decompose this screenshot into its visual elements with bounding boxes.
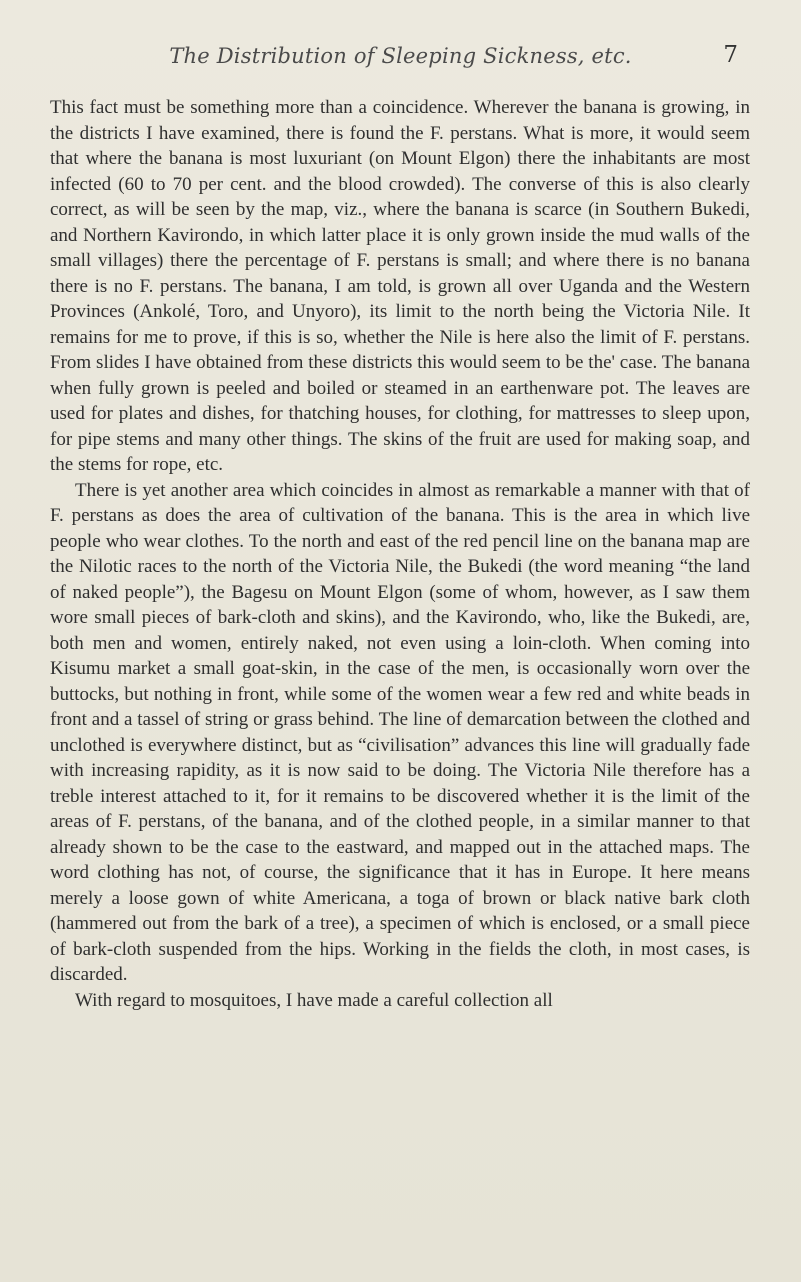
page-number: 7 — [723, 42, 738, 68]
paragraph: This fact must be something more than a coincidence. Wherever the banana is growing, in the districts I have examined, there is found the F. perstans. What is more, it would seem that where the banana is most luxuriant (on Mount Elgon) there the inhabitants are most infected (60 to 70 per cent. and the blood crowded). The converse of this is also clearly correct, as will be seen by the map, viz., where the banana is scarce (in Southern Bukedi, and Northern Kavirondo, in which latter place it is only grown inside the mud walls of the small villages) there the percentage of F. perstans is small; and where there is no banana there is no F. perstans. The banana, I am told, is grown all over Uganda and the Western Provinces (Ankolé, Toro, and Unyoro), its limit to the north being the Victoria Nile. It remains for me to prove, if this is so, whether the Nile is here also the limit of F. perstans. From slides I have obtained from these districts this would seem to be the' case. The banana when fully grown is peeled and boiled or steamed in an earthenware pot. The leaves are used for plates and dishes, for thatching houses, for clothing, for mattresses to sleep upon, for pipe stems and many other things. The skins of the fruit are used for making soap, and the stems for rope, etc. — [50, 97, 750, 475]
body-text — [50, 95, 750, 1013]
running-title: The Distribution of Sleeping Sickness, etc. — [169, 44, 632, 68]
running-head — [0, 44, 801, 74]
paragraph: There is yet another area which coincides in almost as remarkable a manner with that of F. perstans as does the area of cultivation of the banana. This is the area in which live people who wear clothes. To the north and east of the red pencil line on the banana map are the Nilotic races to the north of the Victoria Nile, the Bukedi (the word meaning “the land of naked people”), the Bagesu on Mount Elgon (some of whom, however, as I saw them wore small pieces of bark-cloth and skins), and the Kavirondo, who, like the Bukedi, are, both men and women, entirely naked, not even using a loin-cloth. When coming into Kisumu market a small goat-skin, in the case of the men, is occasionally worn over the buttocks, but nothing in front, while some of the women wear a few red and white beads in front and a tassel of string or grass behind. The line of demarcation between the clothed and unclothed is everywhere distinct, but as “civilisation” advances this line will gradually fade with increasing rapidity, as it is now said to be doing. The Victoria Nile therefore has a treble interest attached to it, for it remains to be discovered whether it is the limit of the areas of F. perstans, of the banana, and of the clothed people, in a similar manner to that already shown to be the case to the eastward, and mapped out in the attached maps. The word clothing has not, of course, the significance that it has in Europe. It here means merely a loose gown of white Americana, a toga of brown or black native bark cloth (hammered out from the bark of a tree), a specimen of which is enclosed, or a small piece of bark-cloth suspended from the hips. Working in the fields the cloth, in most cases, is discarded. — [50, 479, 750, 985]
paragraph: With regard to mosquitoes, I have made a careful collection all — [75, 989, 553, 1011]
